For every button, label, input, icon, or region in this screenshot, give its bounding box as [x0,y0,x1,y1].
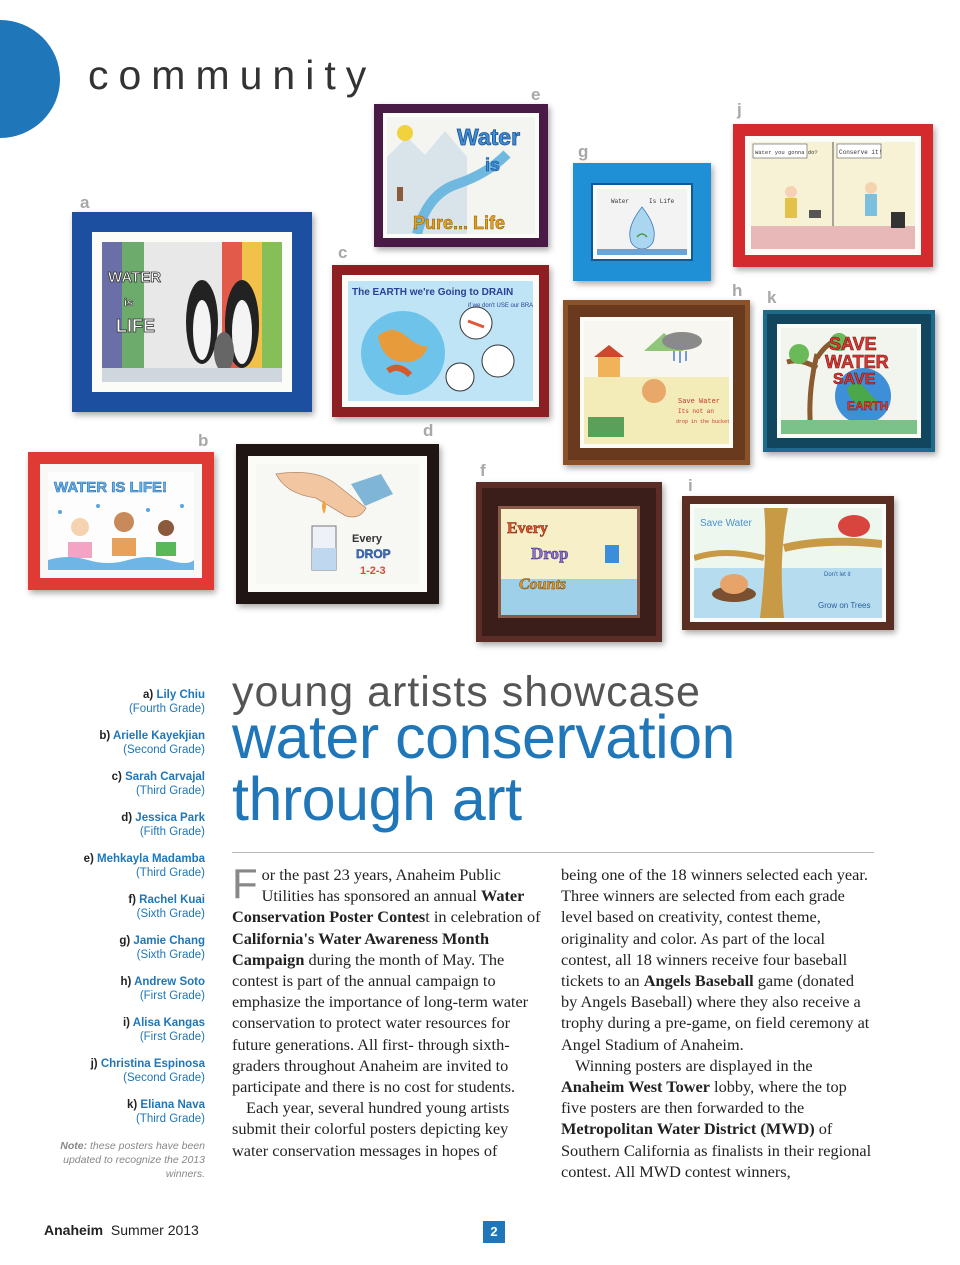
caption-grade: (Second Grade) [123,744,205,756]
poster-b [28,452,214,590]
poster-letter-a: a [80,193,90,212]
poster-i-art [694,508,882,618]
caption-4 [40,852,205,880]
headline-line-1: water conservation [232,703,735,771]
poster-h [563,300,750,465]
poster-e-art [387,117,535,234]
caption-artist-name: Arielle Kayekjian [112,730,205,742]
poster-f-text2: Drop [531,544,569,563]
section-tab [0,20,60,138]
body-text: Each year, several hundred young artists submit their colorful posters depicting key water conservation messages in hopes of [232,1098,510,1160]
emphasis-text: Water Conservation Poster Contes [232,886,525,927]
poster-j-art [751,142,915,249]
body-text: of Southern California as finalists in their regional contest. All MWD contest winners, [561,1119,872,1181]
poster-a [72,212,312,412]
poster-f-text1: Every [507,520,548,537]
poster-h-text3: drop in the bucket [676,419,729,425]
caption-6 [40,934,205,962]
poster-letter-j: j [737,100,742,119]
poster-letter-e: e [531,85,541,104]
caption-artist-name: Rachel Kuai [139,894,205,906]
caption-9 [40,1057,205,1085]
body-text: or the past 23 years, Anaheim Public Utilities has sponsored an annual [261,865,501,906]
caption-letter: e) [83,853,97,865]
caption-letter: d) [121,812,136,824]
artist-captions [40,688,205,1181]
poster-b-text1: WATER IS LIFE! [54,479,168,496]
caption-letter: c) [111,771,126,783]
footer-issue: Summer 2013 [110,1222,199,1238]
poster-c [332,265,549,417]
poster-h-art [584,321,729,444]
poster-d-text1: Every [352,533,382,545]
caption-grade: (Third Grade) [135,1113,205,1125]
poster-a-art [102,242,282,382]
caption-artist-name: Lily Chiu [156,689,205,701]
poster-j [733,124,933,267]
article-column-1 [232,860,545,1161]
poster-i-text1: Save Water [700,518,752,529]
footer [44,1222,199,1238]
caption-2 [40,770,205,798]
poster-e [374,104,548,247]
poster-a-text3: LIFE [116,316,155,336]
caption-grade: (Third Grade) [135,867,205,879]
body-text: during the month of May. The contest is part of the annual campaign to emphasize the importance of long-term water conservation to protect water resources for future generations. All first- through sixth-graders throughout Anaheim are invited to participate and there is no cost for students. [232,949,529,1097]
poster-letter-c: c [338,243,348,262]
poster-a-text1: WATER [108,269,162,286]
caption-artist-name: Sarah Carvajal [125,771,205,783]
caption-artist-name: Jessica Park [135,812,205,824]
body-text: t in celebration of [425,907,541,927]
drop-cap: F [232,860,258,907]
caption-artist-name: Mehkayla Madamba [96,853,205,865]
note-label: Note: [60,1140,88,1152]
poster-k [763,310,935,452]
poster-h-text2: Its not an [678,408,715,415]
poster-k-text2: WATER [825,352,889,372]
emphasis-text: Angels Baseball [643,971,754,991]
poster-a-text2: is [124,297,134,309]
poster-c-text1: The EARTH we're Going to DRAIN [352,287,514,298]
caption-letter: a) [143,689,157,701]
caption-8 [40,1016,205,1044]
poster-f-art [501,509,637,615]
emphasis-text: Metropolitan Water District (MWD) [561,1119,815,1139]
poster-d-text3: 1-2-3 [360,565,386,577]
poster-letter-k: k [767,288,777,307]
poster-d [236,444,439,604]
emphasis-text: California's Water Awareness Month Campaign [232,928,490,969]
poster-d-text2: DROP [356,547,391,561]
caption-note [40,1139,205,1181]
caption-letter: h) [120,976,135,988]
divider [232,852,874,853]
body-text: Winning posters are displayed in the [575,1055,813,1075]
caption-artist-name: Alisa Kangas [132,1017,205,1029]
poster-letter-d: d [423,421,434,440]
poster-g-art [597,189,687,255]
caption-grade: (Sixth Grade) [136,908,205,920]
poster-letter-i: i [688,476,693,495]
caption-artist-name: Andrew Soto [134,976,205,988]
caption-grade: (First Grade) [139,990,205,1002]
caption-letter: i) [122,1017,133,1029]
caption-grade: (Third Grade) [135,785,205,797]
caption-7 [40,975,205,1003]
note-text: these posters have been updated to recognize the 2013 winners. [63,1140,205,1180]
poster-h-text1: Save Water [678,398,721,406]
caption-10 [40,1098,205,1126]
poster-k-text3: SAVE [833,371,876,388]
poster-c-text2: if we don't USE our BRAIN [468,303,533,309]
poster-e-text2: is [485,155,501,175]
poster-c-art [348,281,533,401]
section-title: community [88,52,377,98]
caption-3 [40,811,205,839]
emphasis-text: Anaheim West Tower [561,1077,710,1097]
poster-letter-h: h [732,281,743,300]
caption-grade: (First Grade) [139,1031,205,1043]
headline-kicker: young artists showcase [232,668,701,716]
poster-b-art [48,472,194,570]
caption-letter: g) [119,935,134,947]
poster-f-text3: Counts [519,576,567,593]
caption-grade: (Fourth Grade) [128,703,205,715]
caption-letter: f) [128,894,140,906]
poster-i-text3: Grow on Trees [818,601,871,610]
headline [232,703,735,833]
caption-artist-name: Christina Espinosa [100,1058,205,1070]
body-text: being one of the 18 winners selected each year. Three winners are selected from each grade level based on creativity, contest theme, originality and color. As part of the local contest, all 18 winners receive four baseball tickets to an [561,865,868,991]
caption-letter: j) [90,1058,101,1070]
poster-g-text1: Water [611,198,630,205]
body-text: game (donated by Angels Baseball) where they also receive a trophy during a pre-game, on field ceremony at Angel Stadium of Anaheim. [561,971,870,1054]
poster-k-text1: SAVE [829,334,877,354]
footer-brand: Anaheim [44,1222,104,1238]
poster-k-art [781,328,917,434]
caption-5 [40,893,205,921]
poster-k-text4: EARTH [847,399,889,413]
body-text: lobby, where the top five posters are then forwarded to the [561,1077,847,1118]
caption-grade: (Second Grade) [123,1072,205,1084]
caption-letter: k) [127,1099,141,1111]
caption-artist-name: Jamie Chang [133,935,205,947]
poster-g [573,163,711,281]
poster-letter-b: b [198,431,209,450]
poster-i [682,496,894,630]
poster-j-text1: Water you gonna do? [755,149,818,156]
poster-d-art [256,464,419,584]
poster-i-text2: Don't let it [824,572,851,578]
poster-letter-g: g [578,142,589,161]
page-number: 2 [483,1221,505,1243]
poster-letter-f: f [480,461,486,480]
caption-1 [40,729,205,757]
article-paragraph-1 [232,860,545,1097]
caption-letter: b) [99,730,113,742]
article-paragraph-2-cont [561,864,874,1055]
poster-f [476,482,662,642]
poster-j-text2: Conserve it! [839,149,883,156]
poster-e-text3: Pure... Life [413,213,506,233]
poster-g-text2: Is Life [649,198,675,205]
caption-0 [40,688,205,716]
poster-e-text1: Water [457,124,521,150]
caption-grade: (Sixth Grade) [136,949,205,961]
article-paragraph-3 [561,1055,874,1182]
caption-grade: (Fifth Grade) [139,826,205,838]
caption-artist-name: Eliana Nava [140,1099,205,1111]
article-paragraph-2 [232,1097,545,1161]
headline-line-2: through art [232,765,522,833]
article-column-2 [561,864,874,1182]
